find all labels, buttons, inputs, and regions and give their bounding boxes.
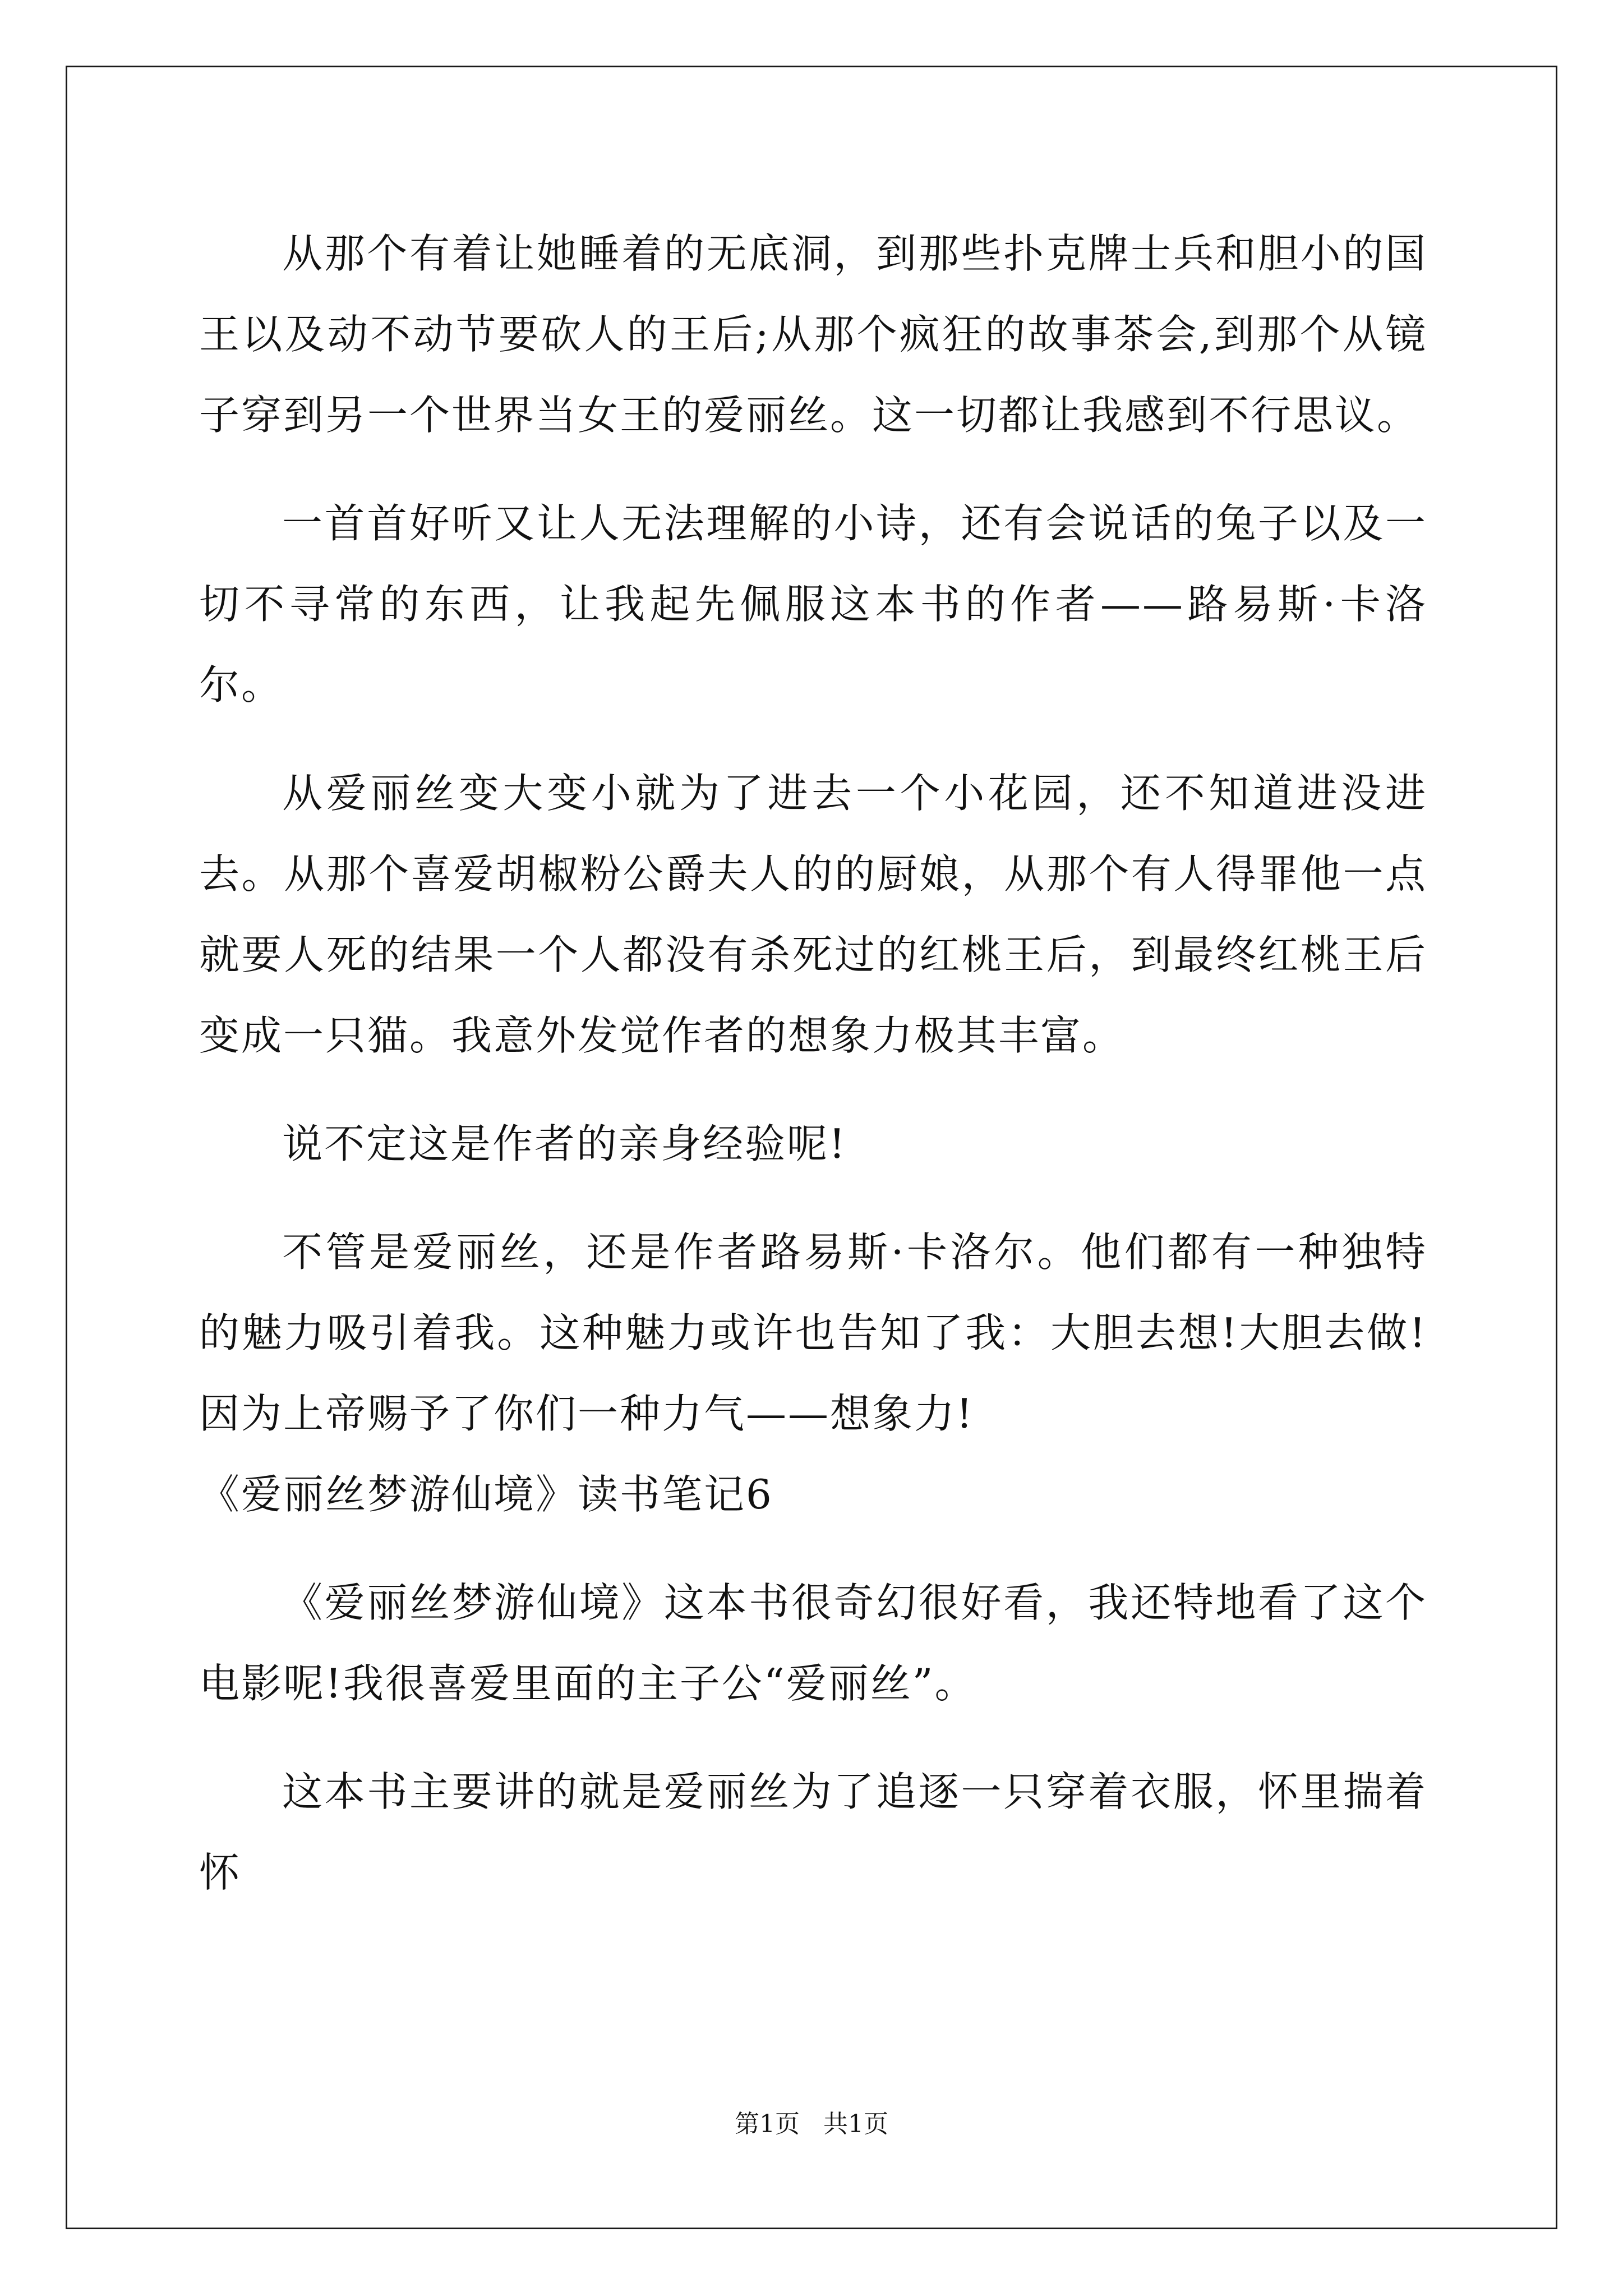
paragraph: 一首首好听又让人无法理解的小诗，还有会说话的兔子以及一切不寻常的东西，让我起先佩服这本书的作者——路易斯·卡洛尔。 [199,500,1427,708]
page-number-footer: 第1页 共1页 [735,2110,888,2138]
paragraph: 《爱丽丝梦游仙境》这本书很奇幻很好看，我还特地看了这个电影呢!我很喜爱里面的主子公“爱丽丝”。 [199,1579,1427,1707]
section-heading: 《爱丽丝梦游仙境》读书笔记6 [199,1471,773,1518]
document-body [199,213,1427,1940]
paragraph: 从那个有着让她睡着的无底洞，到那些扑克牌士兵和胆小的国王以及动不动节要砍人的王后;从那个疯狂的故事茶会,到那个从镜子穿到另一个世界当女王的爱丽丝。这一切都让我感到不行思议。 [199,230,1427,439]
paragraph: 说不定这是作者的亲身经验呢! [282,1120,847,1167]
paragraph: 这本书主要讲的就是爱丽丝为了追逐一只穿着衣服，怀里揣着怀 [199,1768,1427,1896]
paragraph: 从爱丽丝变大变小就为了进去一个小花园，还不知道进没进去。从那个喜爱胡椒粉公爵夫人的的厨娘，从那个有人得罪他一点就要人死的结果一个人都没有杀死过的红桃王后，到最终红桃王后变成一只猫。我意外发觉作者的想象力极其丰富。 [199,770,1427,1059]
paragraph: 不管是爱丽丝，还是作者路易斯·卡洛尔。他们都有一种独特的魅力吸引着我。这种魅力或许也告知了我：大胆去想!大胆去做!因为上帝赐予了你们一种力气——想象力! [199,1228,1427,1437]
